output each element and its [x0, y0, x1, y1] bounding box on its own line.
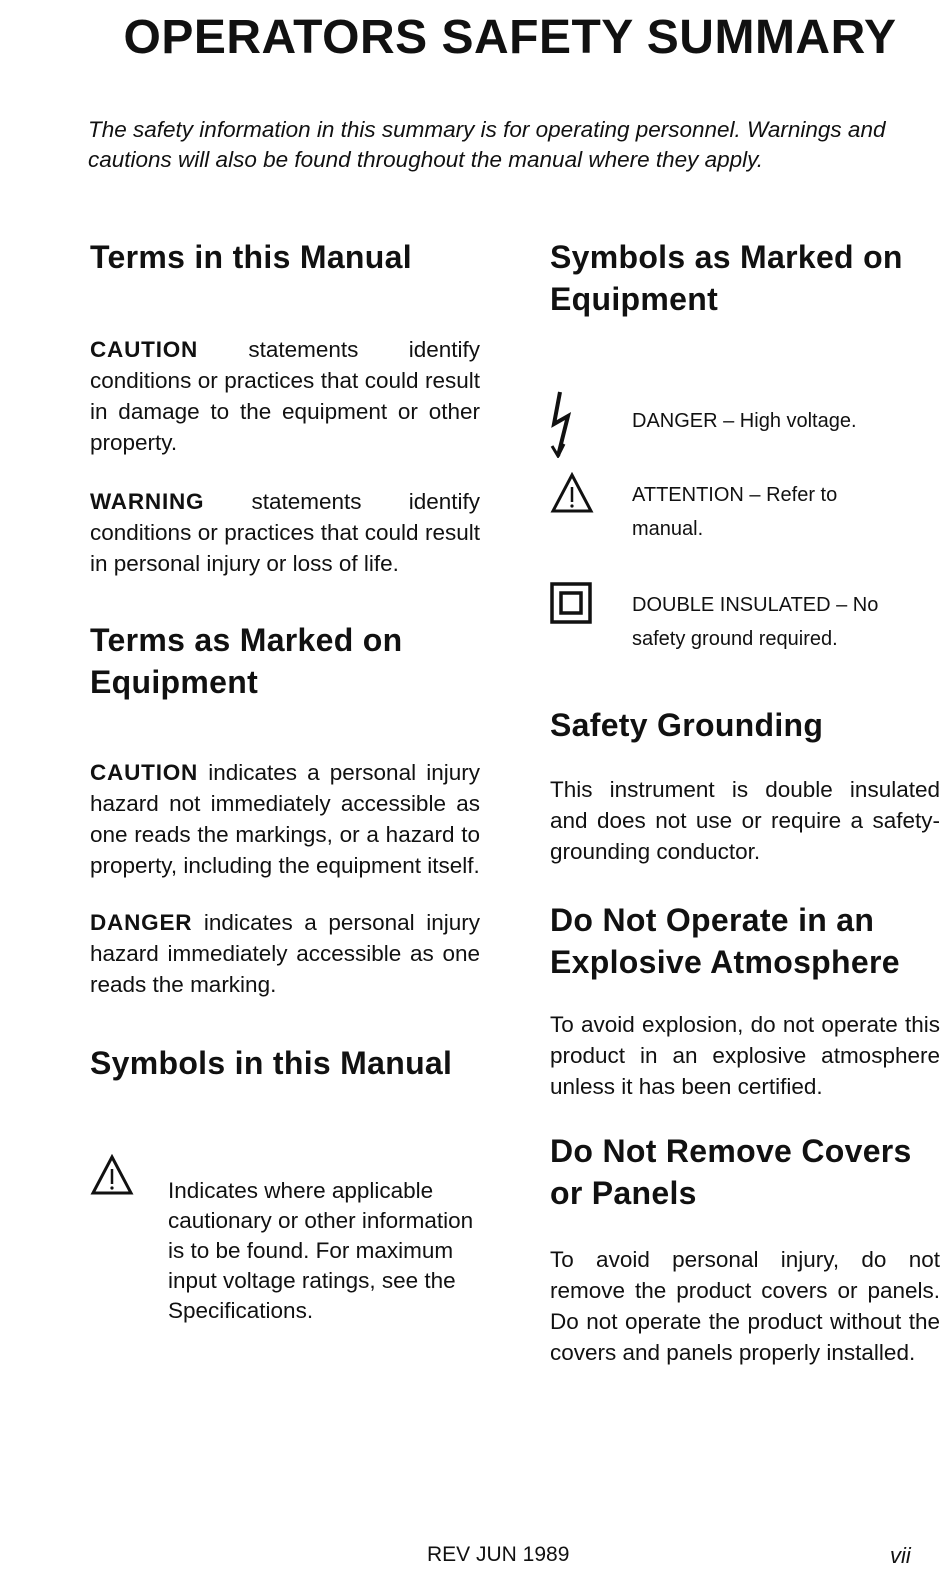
danger-statement [90, 907, 480, 1000]
symbol-double-insulated-row [550, 574, 940, 684]
symbols-manual-heading: Symbols in this Manual [90, 1045, 453, 1081]
attention-symbol-text: ATTENTION – Refer to manual. [632, 484, 838, 540]
covers-heading-line2: or Panels [550, 1175, 697, 1211]
symbols-equipment-heading-line2: Equipment [550, 281, 719, 317]
caution-statement [90, 334, 480, 458]
equipment-caution-statement [90, 757, 480, 881]
double-insulated-symbol-text: DOUBLE INSULATED – No safety ground required. [632, 594, 879, 650]
safety-grounding-heading: Safety Grounding [550, 707, 824, 743]
caution-text: statements identify conditions or practices that could result in damage to the equipment or other property. [90, 337, 480, 455]
symbol-attention-row [550, 472, 940, 574]
warning-text: statements identify conditions or practices that could result in personal injury or loss of life. [90, 489, 480, 576]
terms-equipment-heading [90, 619, 480, 703]
safety-grounding-text: This instrument is double insulated and does not use or require a safety-grounding conductor. [550, 777, 940, 864]
covers-heading-line1: Do Not Remove Covers [550, 1133, 912, 1169]
intro-paragraph: The safety information in this summary is for operating personnel. Warnings and cautions will also be found throughout the manual where they apply. [88, 117, 886, 172]
covers-text: To avoid personal injury, do not remove the product covers or panels. Do not operate the product without the covers and panels properly installed. [550, 1247, 940, 1365]
terms-manual-heading: Terms in this Manual [90, 239, 412, 275]
explosive-text: To avoid explosion, do not operate this product in an explosive atmosphere unless it has been certified. [550, 1012, 940, 1099]
page-number: vii [890, 1543, 911, 1568]
page-title: OPERATORS SAFETY SUMMARY [123, 11, 897, 64]
left-column [90, 236, 480, 1364]
symbols-equipment-heading-line1: Symbols as Marked on [550, 239, 903, 275]
warning-statement [90, 486, 480, 579]
manual-symbol-text: Indicates where applicable cautionary or other information is to be found. For maximum input voltage ratings, see the Specifications. [168, 1178, 474, 1323]
equipment-caution-term: CAUTION [90, 760, 199, 785]
warning-triangle-icon [90, 1154, 134, 1201]
danger-text: indicates a personal injury hazard immediately accessible as one reads the marking. [90, 910, 480, 997]
symbol-danger-row [550, 390, 940, 472]
high-voltage-icon [550, 390, 580, 463]
right-column [550, 236, 940, 1368]
double-insulated-icon [550, 582, 592, 629]
caution-term: CAUTION [90, 337, 199, 362]
danger-symbol-text: DANGER – High voltage. [632, 410, 857, 432]
explosive-heading-line1: Do Not Operate in an [550, 902, 875, 938]
terms-equipment-heading-line1: Terms as Marked on [90, 622, 403, 658]
warning-triangle-icon [550, 472, 594, 519]
explosive-heading-line2: Explosive Atmosphere [550, 944, 900, 980]
warning-term: WARNING [90, 489, 205, 514]
covers-heading [550, 1130, 940, 1214]
danger-term: DANGER [90, 910, 193, 935]
equipment-caution-text: indicates a personal injury hazard not immediately accessible as one reads the markings, or a hazard to property, including the equipment itself. [90, 760, 480, 878]
explosive-heading [550, 899, 940, 983]
symbols-equipment-heading [550, 236, 940, 320]
terms-equipment-heading-line2: Equipment [90, 664, 259, 700]
revision-date: REV JUN 1989 [427, 1543, 570, 1566]
manual-symbol-entry [90, 1154, 480, 1364]
